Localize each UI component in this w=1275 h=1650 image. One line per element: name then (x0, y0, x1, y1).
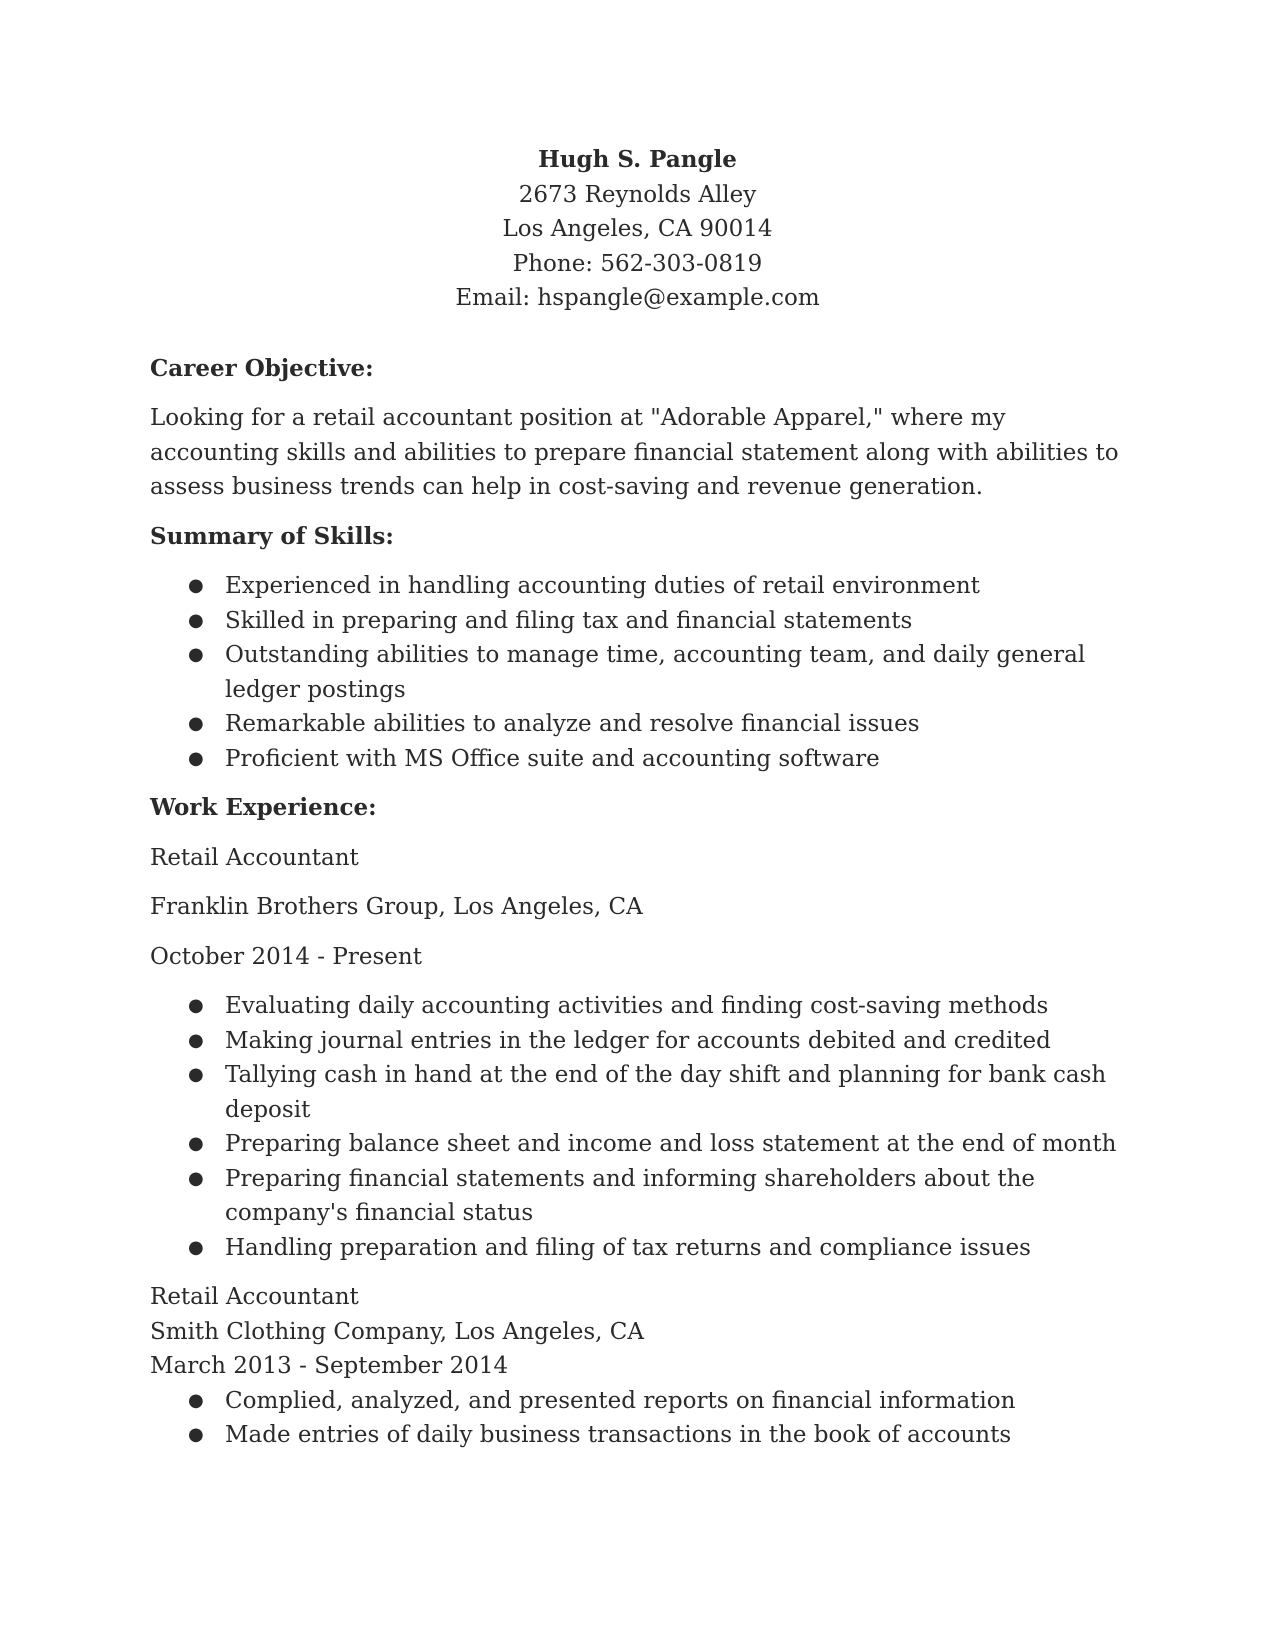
skills-heading: Summary of Skills: (150, 522, 394, 550)
address-city: Los Angeles, CA 90014 (502, 216, 773, 242)
experience-heading: Work Experience: (150, 794, 377, 821)
job-entry-2 (150, 1280, 1125, 1453)
duty-item (150, 1418, 1125, 1453)
job-dates: March 2013 - September 2014 (150, 1353, 509, 1379)
duty-text: Evaluating daily accounting activities and finding cost-saving methods (225, 993, 1049, 1019)
duty-item (150, 1384, 1125, 1419)
skill-text: Experienced in handling accounting duties of retail environment (225, 573, 980, 599)
bullet-icon: ● (188, 1167, 204, 1189)
bullet-icon: ● (188, 1064, 204, 1085)
duty-item (150, 1127, 1125, 1162)
email-address: Email: hspangle@example.com (455, 285, 820, 311)
skill-text: Proficient with MS Office suite and accounting software (225, 745, 880, 772)
objective-heading: Career Objective: (150, 354, 374, 382)
phone-number: Phone: 562-303-0819 (512, 250, 763, 277)
bullet-icon: ● (188, 713, 204, 734)
bullet-icon: ● (188, 609, 204, 631)
skill-text: Outstanding abilities to manage time, accounting team, and daily general ledger postings (225, 642, 1086, 703)
duty-text: Tallying cash in hand at the end of the day shift and planning for bank cash deposit (225, 1062, 1107, 1123)
bullet-icon: ● (188, 995, 204, 1016)
bullet-icon: ● (188, 644, 204, 665)
duty-item (150, 1024, 1125, 1059)
duty-item (150, 1058, 1125, 1127)
duty-text: Complied, analyzed, and presented reports on financial information (225, 1387, 1016, 1414)
job-entry-1 (150, 841, 1125, 1266)
candidate-name: Hugh S. Pangle (538, 146, 737, 173)
job-company: Smith Clothing Company, Los Angeles, CA (150, 1318, 645, 1345)
bullet-icon: ● (188, 747, 204, 769)
bullet-icon: ● (188, 1236, 204, 1258)
job-company: Franklin Brothers Group, Los Angeles, CA (150, 894, 643, 920)
job-position: Retail Accountant (150, 1284, 359, 1310)
duty-text: Handling preparation and filing of tax returns and compliance issues (225, 1234, 1031, 1261)
duty-text: Making journal entries in the ledger for accounts debited and credited (225, 1027, 1051, 1054)
bullet-icon: ● (188, 1424, 204, 1445)
skill-item (150, 569, 1125, 604)
skill-text: Remarkable abilities to analyze and resolve financial issues (225, 711, 920, 737)
contact-header (150, 143, 1125, 316)
bullet-icon: ● (188, 1029, 204, 1051)
skill-item (150, 604, 1125, 639)
resume-content (150, 143, 1125, 1453)
address-street: 2673 Reynolds Alley (518, 181, 757, 208)
duty-item (150, 989, 1125, 1024)
duty-text: Made entries of daily business transactions in the book of accounts (225, 1422, 1012, 1448)
bullet-icon: ● (188, 1133, 204, 1154)
job-duties-list (150, 1384, 1125, 1453)
duty-text: Preparing financial statements and informing shareholders about the company's financial status (225, 1165, 1036, 1226)
skills-list (150, 569, 1125, 776)
bullet-icon: ● (188, 1389, 204, 1411)
duty-text: Preparing balance sheet and income and loss statement at the end of month (225, 1131, 1117, 1157)
bullet-icon: ● (188, 575, 204, 596)
duty-item (150, 1231, 1125, 1266)
skill-text: Skilled in preparing and filing tax and financial statements (225, 607, 913, 634)
duty-item (150, 1162, 1125, 1231)
skill-item (150, 707, 1125, 742)
skill-item (150, 638, 1125, 707)
job-position: Retail Accountant (150, 844, 359, 871)
job-dates: October 2014 - Present (150, 943, 422, 970)
objective-text: Looking for a retail accountant position at "Adorable Apparel," where my accounting skills and abilities to prepare financial statement along with abilities to assess business trends can help in cost-saving and revenue generation. (150, 405, 1119, 500)
skill-item (150, 742, 1125, 777)
job-duties-list (150, 989, 1125, 1265)
header-spacer (150, 316, 1125, 352)
